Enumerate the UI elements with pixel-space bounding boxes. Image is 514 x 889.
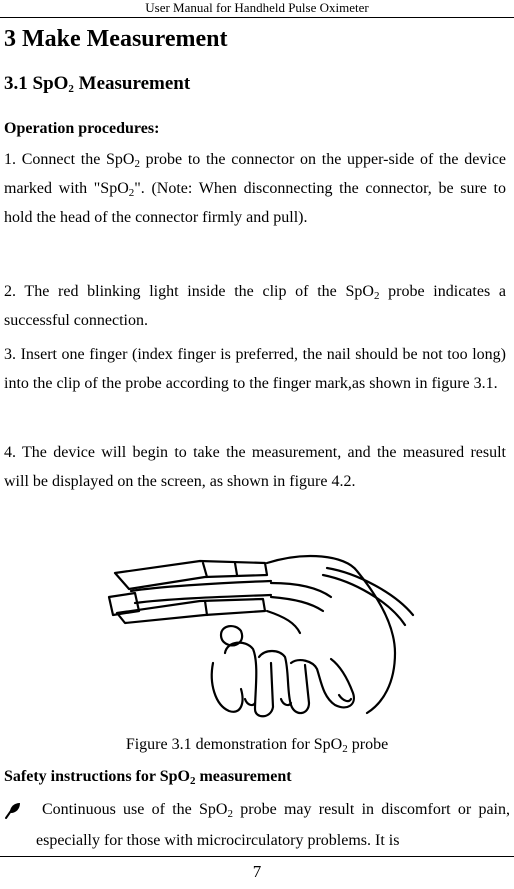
step-1-sub-1: 2: [134, 158, 140, 170]
step-1-text-a: 1. Connect the SpO: [4, 151, 135, 168]
figure-caption-b: probe: [347, 736, 389, 753]
step-1-sub-2: 2: [128, 187, 135, 200]
safety-bullet-1-sub: 2: [227, 808, 233, 820]
header-rule: [0, 17, 514, 18]
subsection-title-subscript: 2: [68, 83, 74, 95]
safety-heading: [4, 764, 292, 790]
running-header: User Manual for Handheld Pulse Oximeter: [145, 0, 369, 15]
step-1: [4, 145, 506, 233]
step-2-text-b: probe indicates a successful connection.: [4, 283, 506, 330]
page-number: 7: [252, 862, 262, 881]
step-4: 4. The device will begin to take the measurement, and the measured result will be displayed on the screen, as shown in figure 4.2.: [4, 444, 506, 491]
safety-bullet-1-text-a: Continuous use of the SpO: [42, 801, 228, 818]
safety-heading-sub: 2: [189, 775, 196, 787]
subsection-title-prefix: 3.1 SpO: [4, 73, 69, 94]
step-2-sub: 2: [373, 290, 380, 302]
safety-heading-a: Safety instructions for SpO: [4, 768, 190, 785]
safety-bullet-1: [36, 794, 510, 856]
subsection-title: [4, 70, 190, 98]
procedures-heading: Operation procedures:: [4, 120, 160, 137]
step-1-text-c: ". (Note: When disconnecting the connector, be sure to hold the head of the connector firmly and pull).: [4, 180, 506, 227]
section-title: 3 Make Measurement: [4, 26, 228, 52]
figure-caption-a: Figure 3.1 demonstration for SpO: [125, 736, 343, 753]
step-2: [4, 277, 506, 335]
safety-heading-b: measurement: [195, 768, 292, 785]
footer-rule: [0, 856, 514, 857]
step-3: 3. Insert one finger (index finger is preferred, the nail should be not too long) into the clip of the probe according to the finger mark,as shown in figure 3.1.: [4, 346, 506, 393]
subsection-title-suffix: Measurement: [73, 73, 191, 94]
figure-caption: [0, 732, 514, 758]
safety-bullet-1-text-b: probe may result in discomfort or pain, especially for those with microcirculatory problems. It is: [36, 801, 510, 849]
step-2-text-a: 2. The red blinking light inside the clip of the SpO: [4, 283, 374, 300]
figure-caption-sub: 2: [342, 743, 348, 755]
step-1-text-b: probe to the connector on the upper-side of the device marked with "SpO: [4, 151, 506, 198]
feather-pen-bullet-icon: [4, 802, 22, 820]
finger-probe-illustration: [95, 553, 415, 723]
